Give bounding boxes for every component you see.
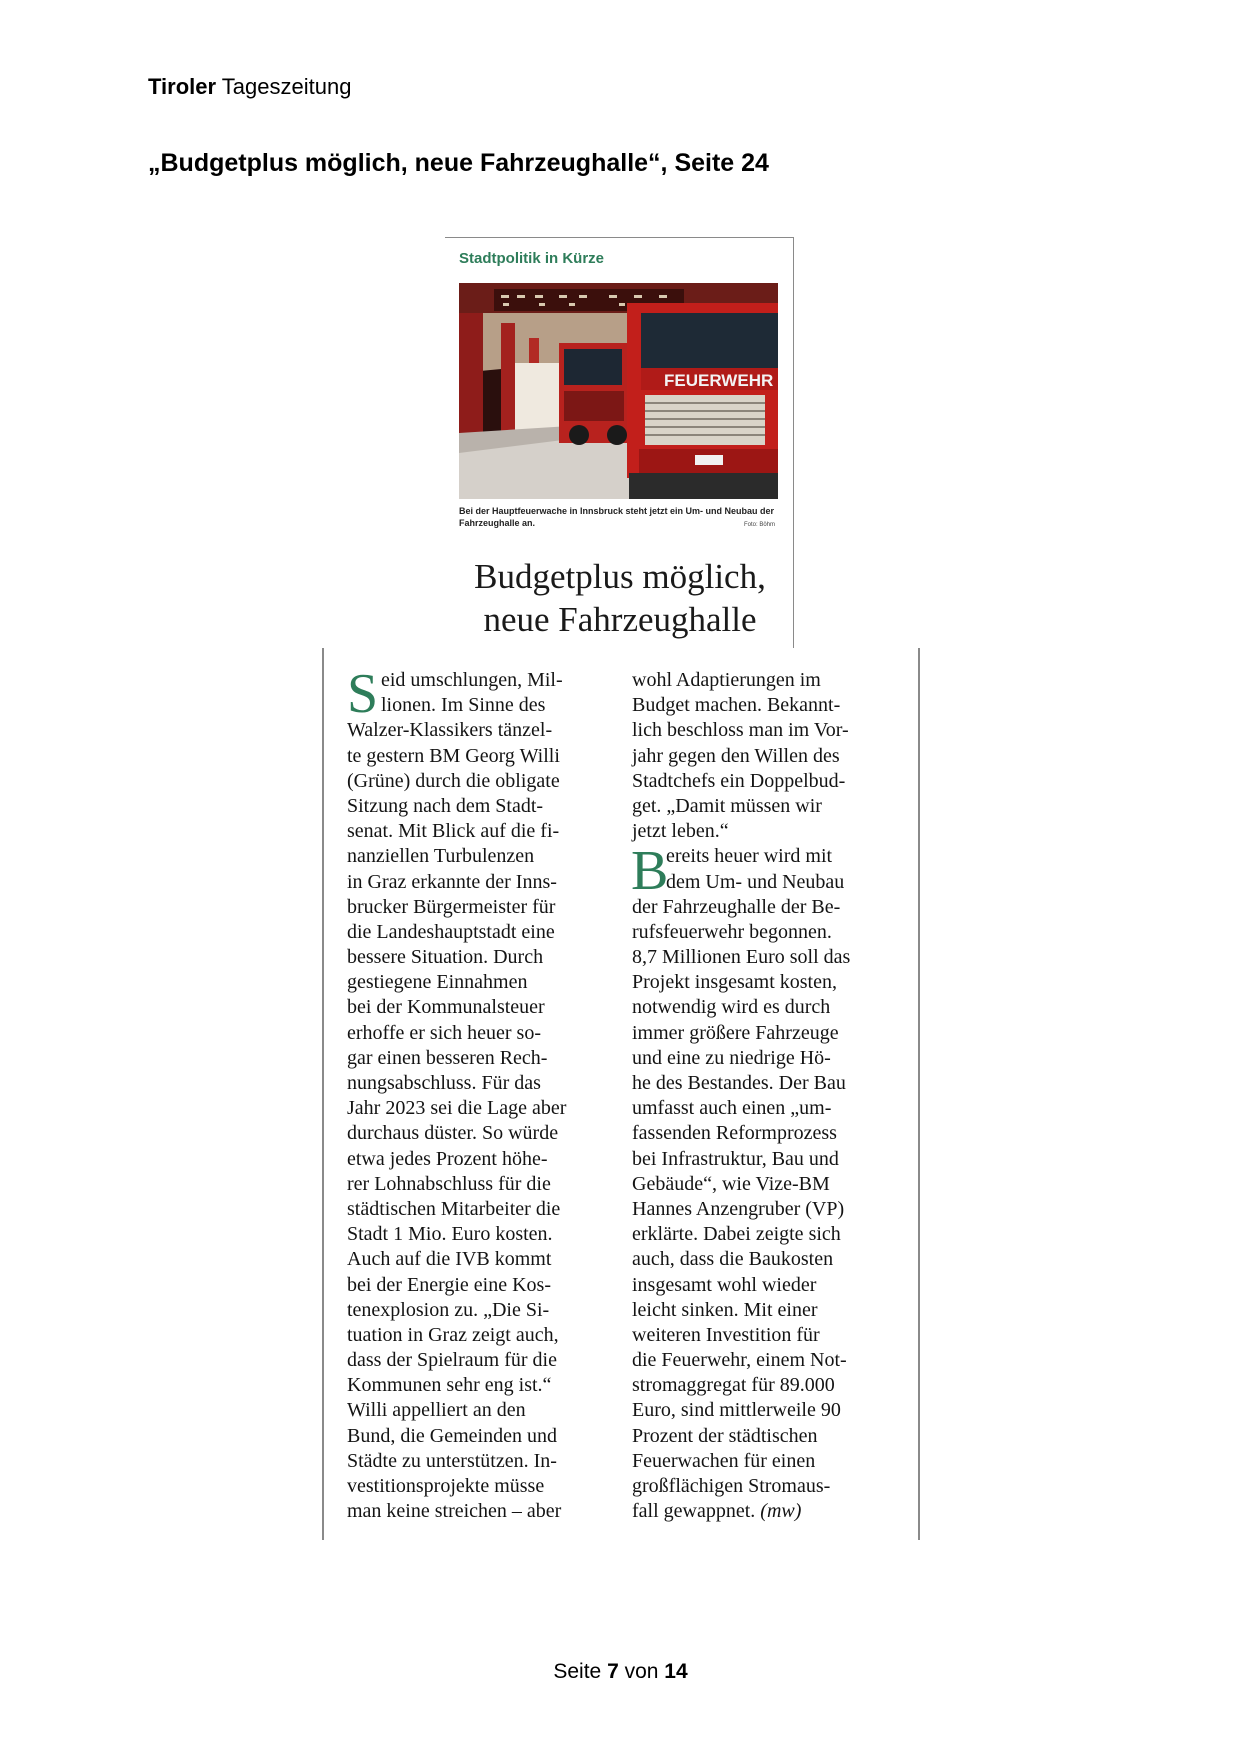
source-name-rest: Tageszeitung bbox=[221, 74, 352, 99]
article-line: Bund, die Gemeinden und bbox=[347, 1424, 557, 1447]
article-column-right bbox=[632, 668, 894, 1524]
article-line: senat. Mit Blick auf die fi- bbox=[347, 820, 560, 843]
article-line: wohl Adaptierungen im bbox=[632, 669, 821, 691]
article-line: Städte zu unterstützen. In- bbox=[347, 1449, 557, 1472]
article-line: bei der Energie eine Kos- bbox=[347, 1273, 551, 1296]
article-line: fassenden Reformprozess bbox=[632, 1122, 837, 1145]
article-line: Hannes Anzengruber (VP) bbox=[632, 1197, 845, 1220]
article-line: Sitzung nach dem Stadt- bbox=[347, 794, 544, 817]
article-line: und eine zu niedrige Hö- bbox=[632, 1046, 831, 1069]
article-headline bbox=[440, 555, 800, 641]
article-line: bessere Situation. Durch bbox=[347, 946, 544, 969]
article-line: Euro, sind mittlerweile 90 bbox=[632, 1399, 841, 1422]
headline-line-1: Budgetplus möglich, bbox=[474, 557, 766, 596]
article-line: Projekt insgesamt kosten, bbox=[632, 971, 837, 994]
source-name-bold: Tiroler bbox=[148, 74, 217, 99]
photo-caption: Bei der Hauptfeuerwache in Innsbruck steht jetzt ein Um- und Neubau der Fahrzeughalle an. bbox=[459, 506, 775, 528]
article-line: notwendig wird es durch bbox=[632, 996, 831, 1019]
article-line: insgesamt wohl wieder bbox=[632, 1273, 817, 1296]
fire-station-photo bbox=[459, 283, 778, 499]
article-line: weiteren Investition für bbox=[632, 1323, 820, 1346]
article-line: te gestern BM Georg Willi bbox=[347, 744, 560, 767]
article-line: immer größere Fahrzeuge bbox=[632, 1021, 839, 1044]
article-line: dem Um- und Neubau bbox=[666, 870, 845, 893]
column-rule-right bbox=[918, 648, 920, 1540]
article-line: he des Bestandes. Der Bau bbox=[632, 1072, 846, 1094]
article-line: vestitionsprojekte müsse bbox=[347, 1475, 545, 1497]
article-line: rufsfeuerwehr begonnen. bbox=[632, 920, 832, 943]
article-line: die Feuerwehr, einem Not- bbox=[632, 1349, 847, 1372]
article-line: Stadtchefs ein Doppelbud- bbox=[632, 769, 846, 792]
headline-line-2: neue Fahrzeughalle bbox=[483, 600, 757, 639]
article-line: der Fahrzeughalle der Be- bbox=[632, 895, 841, 918]
article-line: gestiegene Einnahmen bbox=[347, 971, 528, 994]
article-line: jetzt leben.“ bbox=[632, 820, 729, 843]
article-line: Auch auf die IVB kommt bbox=[347, 1248, 552, 1271]
article-line: eid umschlungen, Mil- bbox=[381, 669, 563, 691]
source-name bbox=[148, 74, 351, 100]
article-line: etwa jedes Prozent höhe- bbox=[347, 1147, 548, 1170]
article-line: man keine streichen – aber bbox=[347, 1500, 562, 1523]
footer-page: 7 bbox=[607, 1660, 619, 1683]
article-line: Feuerwachen für einen bbox=[632, 1449, 816, 1472]
article-line: erklärte. Dabei zeigte sich bbox=[632, 1223, 841, 1246]
article-line: tuation in Graz zeigt auch, bbox=[347, 1323, 559, 1346]
article-line: ereits heuer wird mit bbox=[666, 845, 833, 868]
article-line: leicht sinken. Mit einer bbox=[632, 1298, 818, 1321]
article-line: großflächigen Stromaus- bbox=[632, 1475, 831, 1497]
article-line: Jahr 2023 sei die Lage aber bbox=[347, 1097, 567, 1120]
article-line: Prozent der städtischen bbox=[632, 1424, 818, 1447]
article-line: lionen. Im Sinne des bbox=[381, 694, 546, 717]
truck-lettering: FEUERWEHR bbox=[664, 371, 774, 390]
article-line: Walzer-Klassikers tänzel- bbox=[347, 719, 553, 742]
footer-prefix: Seite bbox=[553, 1660, 602, 1683]
rubric-label: Stadtpolitik in Kürze bbox=[459, 250, 605, 267]
article-line: Stadt 1 Mio. Euro kosten. bbox=[347, 1223, 553, 1246]
document-title: „Budgetplus möglich, neue Fahrzeughalle“, Seite 24 bbox=[148, 149, 769, 177]
dropcap-left: S bbox=[347, 663, 379, 725]
article-line: tenexplosion zu. „Die Si- bbox=[347, 1298, 550, 1321]
article-line: bei Infrastruktur, Bau und bbox=[632, 1147, 839, 1170]
article-line: fall gewappnet. (mw) bbox=[632, 1500, 802, 1523]
column-rule-left bbox=[322, 648, 324, 1540]
article-column-left bbox=[347, 663, 609, 1524]
article-line: (Grüne) durch die obligate bbox=[347, 769, 560, 792]
footer-of: von bbox=[624, 1660, 659, 1683]
photo-credit: Foto: Böhm bbox=[744, 522, 776, 528]
article-line: gar einen besseren Rech- bbox=[347, 1046, 548, 1069]
article-line: get. „Damit müssen wir bbox=[632, 794, 822, 817]
article-line: brucker Bürgermeister für bbox=[347, 895, 556, 918]
author-signature: (mw) bbox=[760, 1500, 802, 1523]
article-line: durchaus düster. So würde bbox=[347, 1122, 559, 1145]
article-line: rer Lohnabschluss für die bbox=[347, 1172, 551, 1195]
article-line: lich beschloss man im Vor- bbox=[632, 719, 849, 742]
article-line: Budget machen. Bekannt- bbox=[632, 694, 841, 717]
article-line: 8,7 Millionen Euro soll das bbox=[632, 946, 851, 969]
article-line: Willi appelliert an den bbox=[347, 1399, 526, 1422]
article-line: Kommunen sehr eng ist.“ bbox=[347, 1374, 552, 1397]
footer-total: 14 bbox=[664, 1660, 688, 1683]
article-line: Gebäude“, wie Vize-BM bbox=[632, 1172, 830, 1195]
page-footer bbox=[0, 1659, 1241, 1685]
article-line: jahr gegen den Willen des bbox=[632, 744, 840, 767]
article-line: stromaggregat für 89.000 bbox=[632, 1374, 835, 1397]
article-line: dass der Spielraum für die bbox=[347, 1349, 557, 1372]
article-line: erhoffe er sich heuer so- bbox=[347, 1021, 541, 1044]
article-line: auch, dass die Baukosten bbox=[632, 1248, 834, 1271]
article-line: die Landeshauptstadt eine bbox=[347, 920, 555, 943]
article-line: nanziellen Turbulenzen bbox=[347, 845, 535, 868]
article-line: umfasst auch einen „um- bbox=[632, 1097, 832, 1120]
article-line: bei der Kommunalsteuer bbox=[347, 996, 545, 1019]
article-line: in Graz erkannte der Inns- bbox=[347, 870, 557, 893]
article-line: nungsabschluss. Für das bbox=[347, 1072, 541, 1094]
dropcap-right: B bbox=[631, 840, 669, 902]
article-line: städtischen Mitarbeiter die bbox=[347, 1197, 561, 1220]
